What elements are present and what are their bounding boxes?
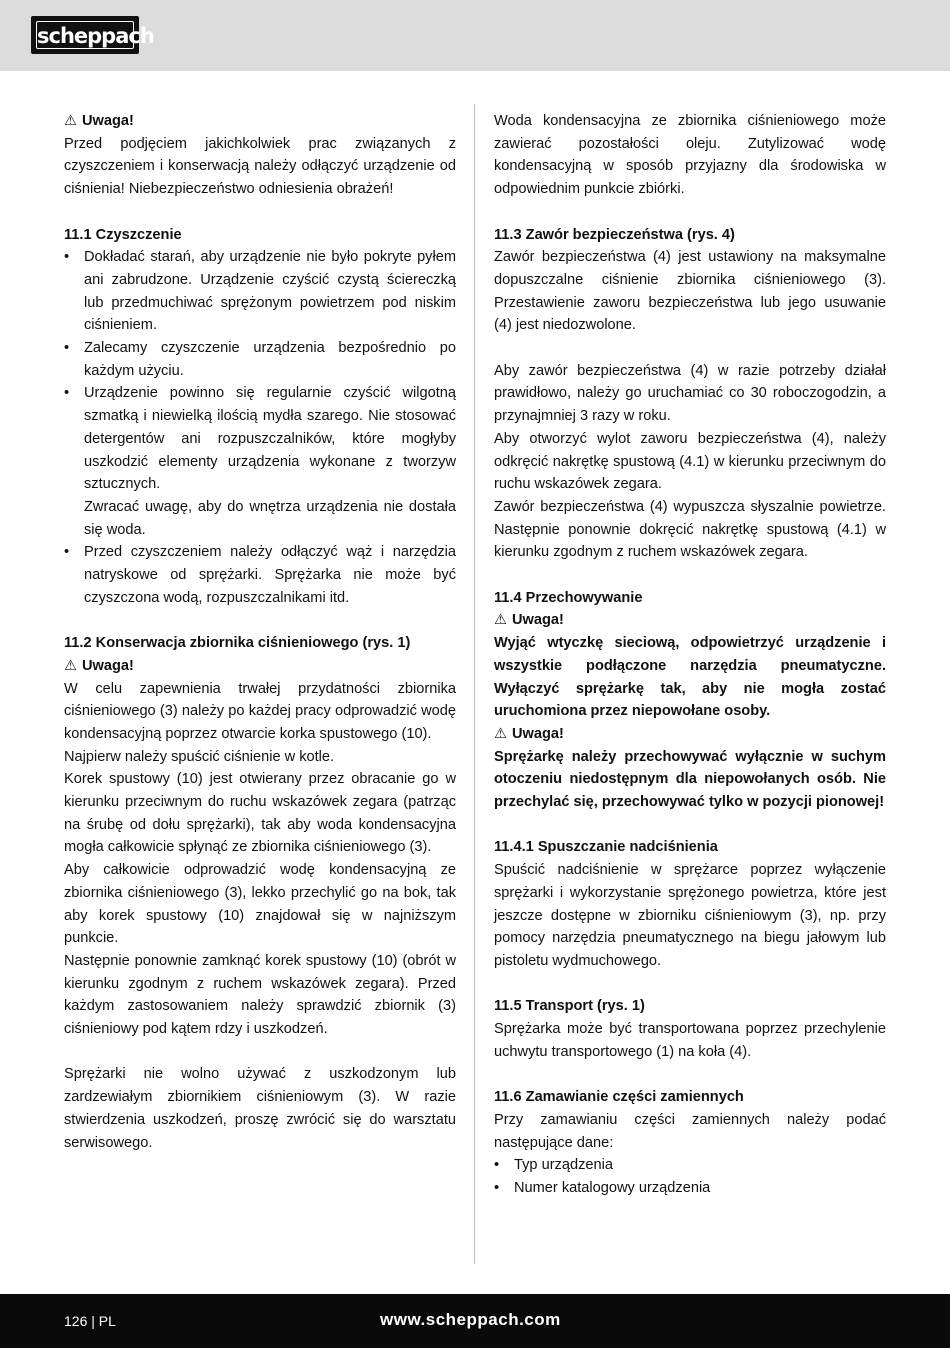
paragraph: Aby zawór bezpieczeństwa (4) w razie potrzeby działał prawidłowo, należy go uruchamiać co 30 roboczogodzin, a przynajmniej 3 razy w roku. (494, 362, 886, 425)
paragraph: Najpierw należy spuścić ciśnienie w kotle. (64, 748, 335, 765)
column-divider (474, 104, 475, 1264)
warning-triangle-icon: ⚠ (494, 725, 508, 742)
page-number: 126 | PL (64, 1313, 116, 1329)
paragraph: Aby otworzyć wylot zaworu bezpieczeństwa (4), należy odkręcić nakrętkę spustową (4.1) w kierunku przeciwnym do ruchu wskazówek zegara. (494, 430, 886, 493)
section-11-4-1-title: 11.4.1 Spuszczanie nadciśnienia (494, 839, 718, 856)
list-item: • Urządzenie powinno się regularnie czyścić wilgotną szmatką i niewielką ilością mydła szarego. Nie stosować detergentów ani rozpuszczalników, które mogłyby uszkodzić elementy urządzenia wykonane z tworzyw sztucznych. Zwracać uwagę, aby do wnętrza urządzenia nie dostała się woda. (64, 385, 456, 538)
paragraph: Następnie ponownie zamknąć korek spustowy (10) (obrót w kierunku zgodnym z ruchem wskazówek zegara). Przed każdym zastosowaniem należy sprawdzić zbiornik (3) ciśnieniowy pod kątem rdzy i uszkodzeń. (64, 952, 456, 1038)
paragraph: Zawór bezpieczeństwa (4) wypuszcza słyszalnie powietrze. Następnie ponownie dokręcić nakrętkę spustową (4.1) w kierunku zgodnym z ruchem wskazówek zegara. (494, 498, 886, 561)
page-footer (0, 1294, 950, 1348)
list-item: • Typ urządzenia (494, 1157, 613, 1174)
paragraph: Zawór bezpieczeństwa (4) jest ustawiony na maksymalne dopuszczalne ciśnienie zbiornika ciśnieniowego (3). Przestawienie zaworu bezpieczeństwa lub jego usuwanie (4) jest niedozwolone. (494, 249, 886, 334)
paragraph: W celu zapewnienia trwałej przydatności zbiornika ciśnieniowego (3) należy po każdej pracy odprowadzić wodę kondensacyjną poprzez otwarcie korka spustowego (10). (64, 680, 456, 742)
paragraph: Sprężarki nie wolno używać z uszkodzonym lub zardzewiałym zbiornikiem ciśnieniowym (3). W razie stwierdzenia uszkodzeń, proszę zwrócić się do warsztatu serwisowego. (64, 1066, 456, 1151)
section-11-6-title: 11.6 Zamawianie części zamiennych (494, 1089, 744, 1106)
section-11-5-title: 11.5 Transport (rys. 1) (494, 998, 645, 1015)
paragraph: Aby całkowicie odprowadzić wodę kondensacyjną ze zbiornika ciśnieniowego (3), lekko przechylić go na bok, tak aby korek spustowy (10) znajdował się w najniższym punkcie. (64, 862, 456, 947)
warning-1: ⚠ Uwaga! (64, 110, 456, 133)
scheppach-logo (31, 16, 154, 54)
paragraph: Woda kondensacyjna ze zbiornika ciśnieniowego może zawierać pozostałości oleju. Zutylizować wodę kondensacyjną w sposób przyjazny dla środowiska w odpowiednim punkcie zbiórki. (494, 113, 886, 198)
section-11-4-title: 11.4 Przechowywanie (494, 589, 643, 606)
right-column (494, 110, 886, 1200)
page-header (0, 0, 950, 71)
warning-3: ⚠ Uwaga! (494, 609, 886, 632)
logo-text: scheppach (36, 21, 134, 49)
website-link[interactable]: www.scheppach.com (380, 1310, 561, 1329)
section-11-2-title: 11.2 Konserwacja zbiornika ciśnieniowego (rys. 1) (64, 635, 411, 652)
list-item: • Zalecamy czyszczenie urządzenia bezpośrednio po każdym użyciu. (64, 340, 456, 379)
warning-triangle-icon: ⚠ (64, 657, 78, 674)
warning-triangle-icon: ⚠ (64, 113, 78, 129)
paragraph: Korek spustowy (10) jest otwierany przez obracanie go w kierunku przeciwnym do ruchu wskazówek zegara (patrząc na śrubę od dołu sprężarki), tak aby woda kondensacyjna mogła całkowicie spłynąć ze zbiornika ciśnieniowego (3). (64, 771, 456, 856)
section-11-3-title: 11.3 Zawór bezpieczeństwa (rys. 4) (494, 226, 735, 243)
paragraph: Sprężarka może być transportowana poprzez przechylenie uchwytu transportowego (1) na koła (4). (494, 1021, 886, 1060)
paragraph: Spuścić nadciśnienie w sprężarce poprzez wyłączenie sprężarki i wykorzystanie sprężonego powietrza, które jest jeszcze dostępne w zbiorniku ciśnieniowym (3), np. przy pomocy narzędzia pneumatycznego na biegu jałowym lub pistoletu wydmuchowego. (494, 862, 886, 969)
warning-3-text: Wyjąć wtyczkę sieciową, odpowietrzyć urządzenie i wszystkie podłączone narzędzia pneumatyczne. Wyłączyć sprężarkę tak, aby nie mogła zostać uruchomiona przez niepowołane osoby. (494, 635, 886, 720)
warning-4-text: Sprężarkę należy przechowywać wyłącznie w suchym otoczeniu niedostępnym dla niepowołanych osób. Nie przechylać się, przechowywać tylko w pozycji pionowej! (494, 748, 886, 811)
list-item: • Dokładać starań, aby urządzenie nie było pokryte pyłem ani zabrudzone. Urządzenie czyścić czystą ściereczką lub przedmuchiwać sprężonym powietrzem pod niskim ciśnieniem. (64, 249, 456, 334)
list-item: • Numer katalogowy urządzenia (494, 1179, 711, 1196)
warning-4: ⚠ Uwaga! (494, 723, 886, 746)
warning-1-text: Przed podjęciem jakichkolwiek prac związanych z czyszczeniem i konserwacją należy odłączyć urządzenie od ciśnienia! Niebezpieczeństwo odniesienia obrażeń! (64, 135, 456, 198)
warning-triangle-icon: ⚠ (494, 612, 508, 629)
paragraph: Przy zamawianiu części zamiennych należy podać następujące dane: (494, 1111, 886, 1151)
left-column (64, 110, 456, 1154)
warning-2: ⚠ Uwaga! (64, 655, 456, 678)
section-11-1-title: 11.1 Czyszczenie (64, 226, 182, 243)
list-item: • Przed czyszczeniem należy odłączyć wąż i narzędzia natryskowe od sprężarki. Sprężarka nie może być czyszczona wodą, rozpuszczalnikami itd. (64, 544, 456, 606)
